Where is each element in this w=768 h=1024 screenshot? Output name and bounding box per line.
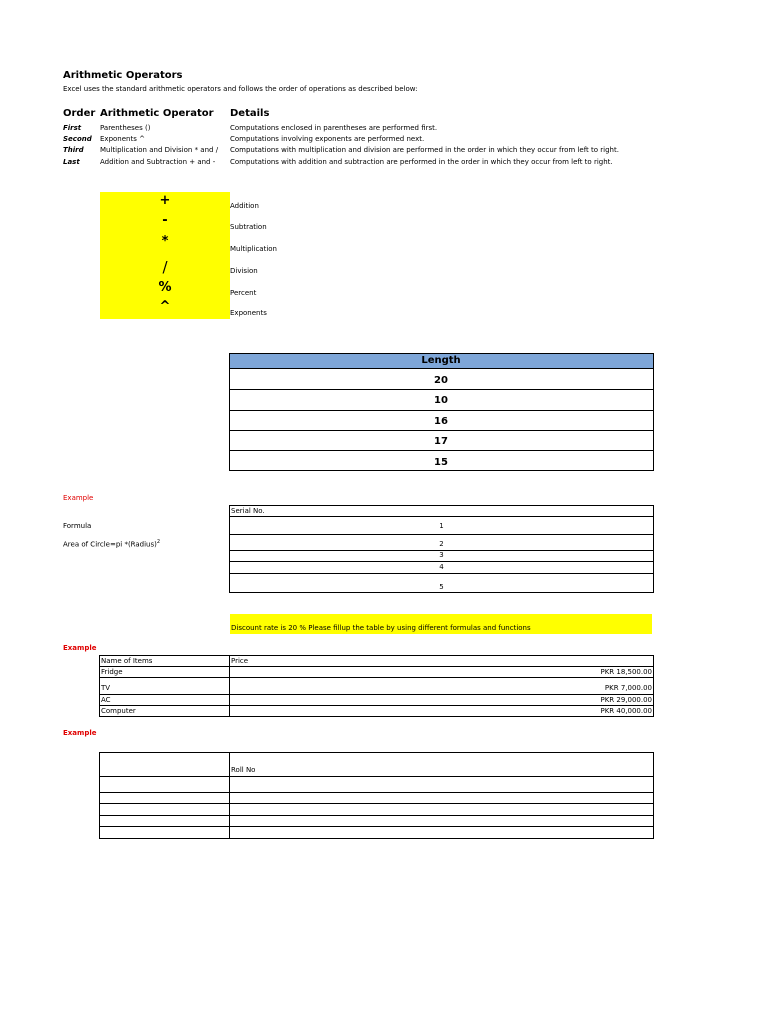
item-name[interactable]: Computer: [101, 707, 136, 715]
item-price[interactable]: PKR 18,500.00: [600, 668, 652, 676]
example-label: Example: [63, 494, 94, 502]
symbol-divide: /: [162, 258, 168, 276]
operator-multiplication-division: Multiplication and Division * and /: [100, 146, 219, 154]
formula-label: Formula: [63, 522, 92, 530]
serial-value[interactable]: 5: [439, 583, 444, 591]
operator-name-multiplication: Multiplication: [230, 245, 277, 253]
length-value[interactable]: 15: [434, 457, 448, 468]
serial-value[interactable]: 3: [439, 551, 444, 559]
formula-text: Area of Circle=pi *(Radius)$^2$: [63, 539, 161, 549]
length-value[interactable]: 20: [434, 375, 448, 386]
example-label: Example: [63, 729, 97, 737]
col-details-header: Details: [230, 108, 270, 119]
operator-name-division: Division: [230, 267, 258, 275]
symbol-percent: %: [158, 280, 172, 295]
col-items-header: Name of Items: [101, 657, 153, 665]
operator-addition-subtraction: Addition and Subtraction + and -: [100, 158, 216, 166]
details-last: Computations with addition and subtraction are performed in the order in which they occur from left to right.: [230, 158, 613, 166]
operator-name-addition: Addition: [230, 202, 259, 210]
length-value[interactable]: 16: [434, 416, 448, 427]
details-second: Computations involving exponents are performed next.: [230, 135, 425, 143]
item-name[interactable]: TV: [101, 684, 111, 692]
order-second: Second: [63, 135, 92, 143]
operator-name-subtraction: Subtration: [230, 223, 267, 231]
length-value[interactable]: 10: [434, 395, 448, 406]
order-first: First: [63, 124, 82, 132]
serial-value[interactable]: 1: [439, 522, 444, 530]
length-table: [229, 353, 654, 471]
item-price[interactable]: PKR 40,000.00: [600, 707, 652, 715]
order-third: Third: [63, 146, 84, 154]
discount-note: Discount rate is 20 % Please fillup the table by using different formulas and functions: [231, 624, 531, 632]
item-name[interactable]: Fridge: [101, 668, 123, 676]
serial-value[interactable]: 2: [439, 540, 444, 548]
details-third: Computations with multiplication and division are performed in the order in which they occur from left to right.: [230, 146, 619, 154]
symbol-minus: -: [162, 213, 168, 228]
operator-parentheses: Parentheses (): [100, 124, 151, 132]
operator-name-percent: Percent: [230, 289, 257, 297]
col-price-header: Price: [231, 657, 249, 665]
symbol-caret: ^: [159, 299, 171, 314]
length-value[interactable]: 17: [434, 436, 448, 447]
item-price[interactable]: PKR 29,000.00: [600, 696, 652, 704]
example-label: Example: [63, 644, 97, 652]
serial-header: Serial No.: [231, 507, 265, 515]
col-operator-header: Arithmetic Operator: [100, 108, 214, 119]
details-first: Computations enclosed in parentheses are performed first.: [230, 124, 438, 132]
operator-exponents: Exponents ^: [100, 135, 145, 143]
symbol-multiply: *: [161, 234, 169, 249]
serial-table: [229, 505, 654, 593]
order-last: Last: [63, 158, 80, 166]
length-header: Length: [421, 355, 461, 366]
item-price[interactable]: PKR 7,000.00: [604, 684, 652, 692]
serial-value[interactable]: 4: [439, 563, 444, 571]
symbol-plus: +: [159, 193, 171, 208]
col-order-header: Order: [63, 108, 96, 119]
col-roll-header: Roll No: [231, 766, 256, 774]
operator-name-exponents: Exponents: [230, 309, 267, 317]
page-subtitle: Excel uses the standard arithmetic operators and follows the order of operations as described below:: [63, 85, 418, 93]
item-name[interactable]: AC: [101, 696, 111, 704]
page-title: Arithmetic Operators: [63, 70, 183, 81]
